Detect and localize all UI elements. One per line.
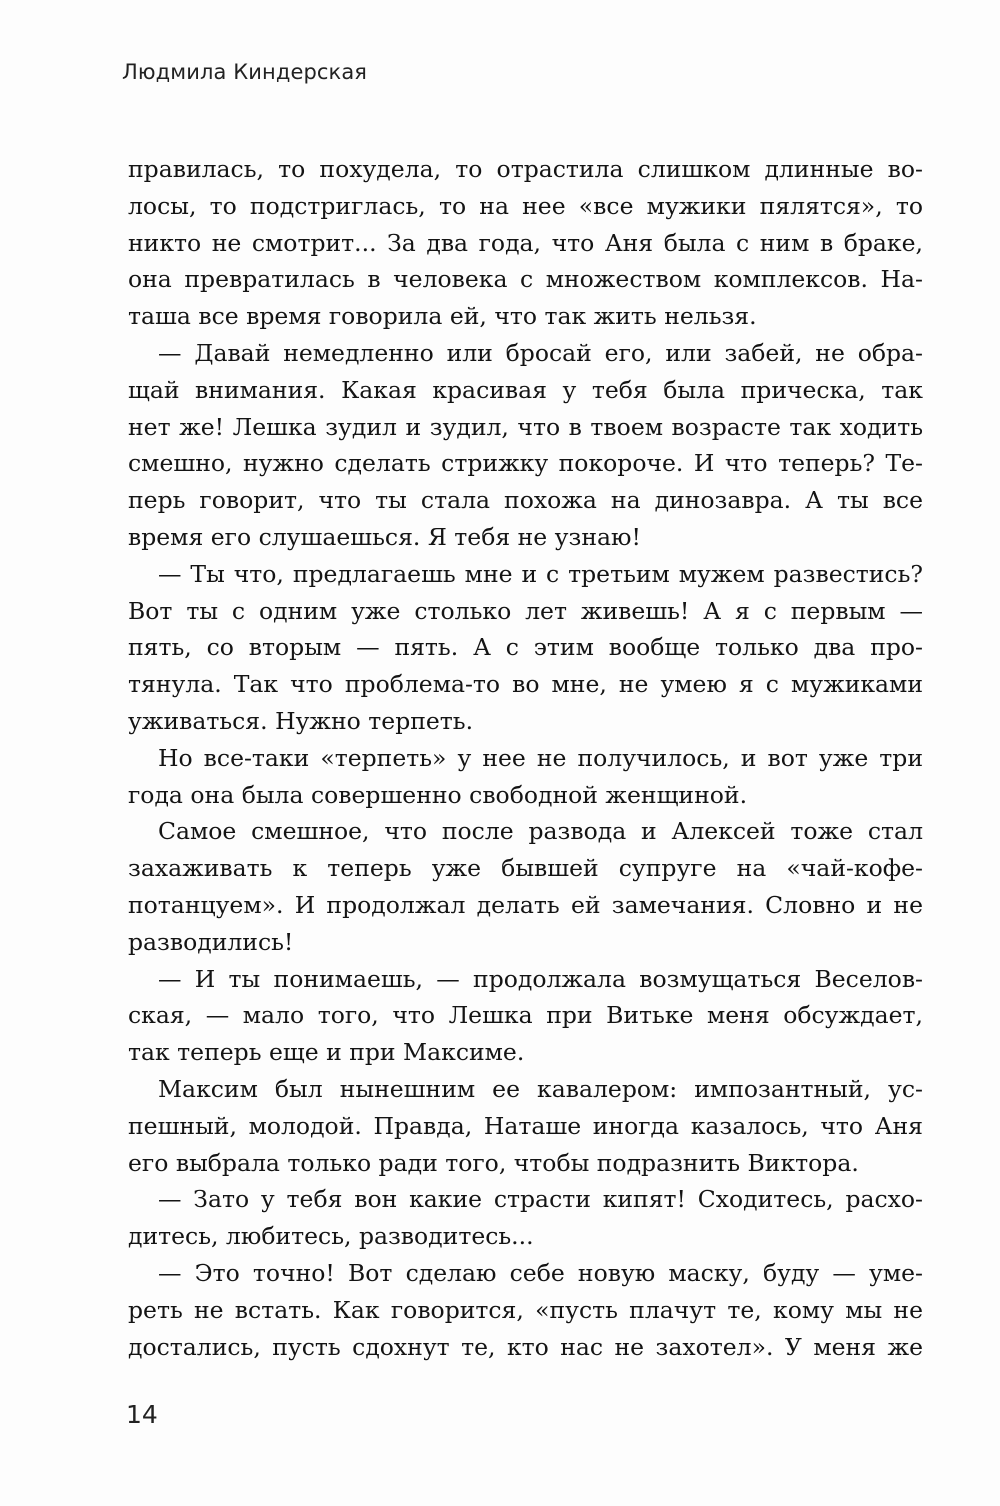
text-line: — Ты что, предлагаешь мне и с третьим мужем развестись? — [158, 559, 923, 588]
body-text — [128, 151, 923, 1365]
text-line: перь говорит, что ты стала похожа на динозавра. А ты все — [128, 486, 923, 515]
text-line: тянула. Так что проблема-то во мне, не умею я с мужиками — [128, 670, 923, 699]
text-line: реть не встать. Как говорится, «пусть плачут те, кому мы не — [128, 1295, 923, 1324]
text-line: таша все время говорила ей, что так жить нельзя. — [128, 302, 757, 331]
text-line: пешный, молодой. Правда, Наташе иногда казалось, что Аня — [128, 1111, 923, 1140]
text-line: смешно, нужно сделать стрижку покороче. И что теперь? Те- — [128, 449, 923, 478]
text-line: она превратилась в человека с множеством комплексов. На- — [128, 265, 923, 294]
text-line: захаживать к теперь уже бывшей супруге на «чай-кофе- — [128, 854, 923, 883]
text-line: года она была совершенно свободной женщиной. — [128, 780, 748, 809]
text-line: пять, со вторым — пять. А с этим вообще только два про- — [128, 633, 923, 662]
text-line: уживаться. Нужно терпеть. — [128, 706, 474, 735]
text-line: Но все-таки «терпеть» у нее не получилось, и вот уже три — [158, 743, 923, 772]
text-line: щай внимания. Какая красивая у тебя была прическа, так — [128, 375, 923, 404]
text-line: никто не смотрит... За два года, что Аня была с ним в браке, — [128, 228, 923, 257]
text-line: разводились! — [128, 927, 294, 956]
text-line: Самое смешное, что после развода и Алексей тоже стал — [158, 817, 923, 846]
text-line: — Давай немедленно или бросай его, или забей, не обра- — [158, 338, 923, 367]
text-line: дитесь, любитесь, разводитесь... — [128, 1222, 534, 1251]
text-line: — И ты понимаешь, — продолжала возмущаться Веселов- — [158, 964, 923, 993]
page-number: 14 — [126, 1400, 158, 1429]
text-line: его выбрала только ради того, чтобы подразнить Виктора. — [128, 1148, 859, 1177]
text-line: так теперь еще и при Максиме. — [128, 1038, 525, 1067]
text-line: Максим был нынешним ее кавалером: импозантный, ус- — [158, 1074, 923, 1103]
text-line: лосы, то подстриглась, то на нее «все мужики пялятся», то — [128, 191, 923, 220]
text-line: — Зато у тебя вон какие страсти кипят! Сходитесь, расхо- — [158, 1185, 923, 1214]
text-line: время его слушаешься. Я тебя не узнаю! — [128, 522, 641, 551]
text-line: правилась, то похудела, то отрастила слишком длинные во- — [128, 155, 923, 183]
text-line: — Это точно! Вот сделаю себе новую маску, буду — уме- — [158, 1258, 923, 1287]
running-head-author: Людмила Киндерская — [122, 60, 368, 84]
text-line: Вот ты с одним уже столько лет живешь! А я с первым — — [128, 596, 923, 625]
text-line: потанцуем». И продолжал делать ей замечания. Словно и не — [128, 890, 923, 919]
text-line: нет же! Лешка зудил и зудил, что в твоем возрасте так ходить — [128, 412, 923, 441]
text-line: ская, — мало того, что Лешка при Витьке меня обсуждает, — [128, 1001, 923, 1030]
text-line: достались, пусть сдохнут те, кто нас не захотел». У меня же — [128, 1332, 923, 1361]
